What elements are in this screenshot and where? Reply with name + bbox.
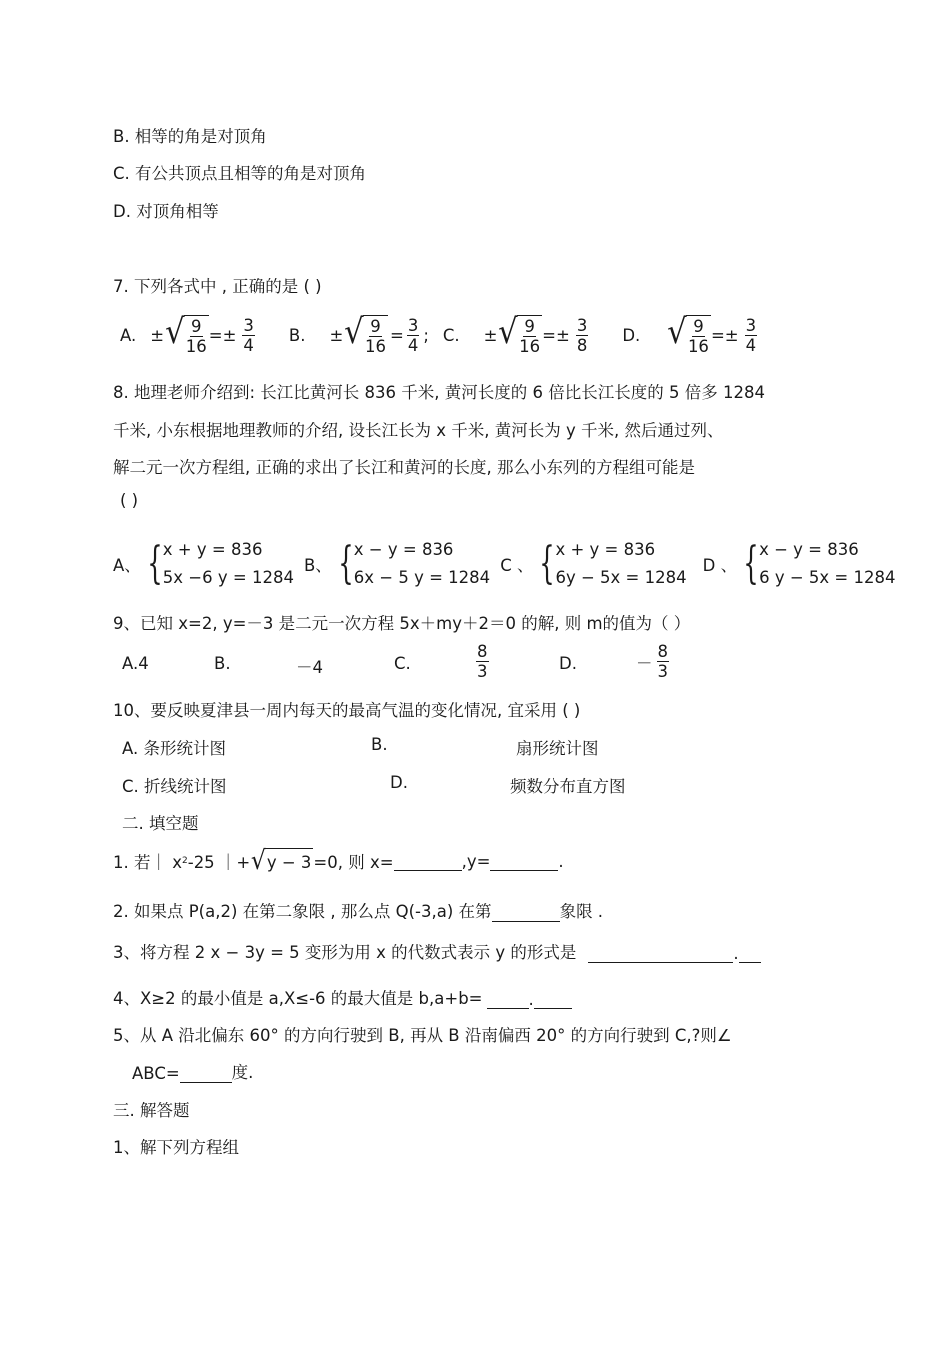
q10-option-a: A. 条形统计图: [122, 739, 226, 758]
q8-option-b: B、 { x − y = 836 6x − 5 y = 1284: [304, 536, 490, 592]
q7-stem: 7. 下列各式中 , 正确的是 ( ): [113, 277, 322, 296]
q7-option-b: B. ± √ $\frac{9}{16}$ = $\frac{3}{4}$ ;: [288, 312, 429, 357]
fill-q3: 3、将方程 2 x − 3y = 5 变形为用 x 的代数式表示 y 的形式是 .: [113, 939, 761, 963]
q8-answer-paren: ( ): [120, 491, 139, 510]
blank-sum[interactable]: [487, 989, 529, 1009]
q9-stem: 9、已知 x=2, y=－3 是二元一次方程 5x＋my＋2＝0 的解, 则 m的值为（ ）: [113, 614, 691, 633]
q9-option-d-value: － $\frac{8}{3}$: [636, 642, 668, 682]
q10-stem: 10、要反映夏津县一周内每天的最高气温的变化情况, 宜采用 ( ): [113, 701, 581, 720]
sqrt-symbol: √ $\frac{9}{16}$: [165, 312, 207, 357]
blank-tail: [534, 989, 572, 1009]
q7-options: [120, 312, 757, 357]
q8-option-a: A、 { x + y = 836 5x −6 y = 1284: [113, 536, 294, 592]
q10-option-d-text: 频数分布直方图: [510, 777, 626, 796]
sqrt-symbol: √ $\frac{9}{16}$: [498, 312, 541, 357]
section-2-heading: 二. 填空题: [122, 814, 199, 833]
q7-option-c: C. ± √ $\frac{9}{16}$ =± $\frac{3}{8}$: [442, 312, 588, 357]
equation-system: { x + y = 836 6y − 5x = 1284: [539, 538, 687, 589]
q6-option-d: D. 对顶角相等: [113, 202, 219, 221]
fill-q1: 1. 若｜ x 2 -25 ｜+ √ y − 3 =0, 则 x= ,y= .: [113, 846, 564, 876]
q8-line-2: 千米, 小东根据地理教师的介绍, 设长江长为 x 千米, 黄河长为 y 千米, 然后通过列、: [113, 421, 724, 440]
q10-option-b-label: B.: [371, 735, 388, 754]
blank-y[interactable]: [490, 851, 558, 871]
section-3-heading: 三. 解答题: [113, 1101, 190, 1120]
q9-option-d-label: D.: [559, 654, 577, 673]
q6-option-b: B. 相等的角是对顶角: [113, 127, 267, 146]
q8-option-d: D 、 { x − y = 836 6 y − 5x = 1284: [703, 536, 896, 592]
q9-option-b-value: －4: [296, 658, 323, 677]
q7-option-a: A. ± √ $\frac{9}{16}$ =± $\frac{3}{4}$: [120, 312, 254, 357]
q10-option-b-text: 扇形统计图: [516, 739, 599, 758]
equation-system: { x − y = 836 6 y − 5x = 1284: [743, 538, 896, 589]
blank-quadrant[interactable]: [492, 902, 560, 922]
q10-option-d-label: D.: [390, 773, 408, 792]
q6-option-c: C. 有公共顶点且相等的角是对顶角: [113, 164, 367, 183]
q8-line-3: 解二元一次方程组, 正确的求出了长江和黄河的长度, 那么小东列的方程组可能是: [113, 458, 695, 477]
sqrt-symbol: √ $\frac{9}{16}$: [667, 312, 709, 357]
q9-option-c-label: C.: [394, 654, 411, 673]
blank-tail: [739, 943, 761, 963]
q9-option-c-fraction: $\frac{8}{3}$: [477, 642, 488, 682]
q8-line-1: 8. 地理老师介绍到: 长江比黄河长 836 千米, 黄河长度的 6 倍比长江长度的 5 倍多 1284: [113, 383, 765, 402]
q10-option-c: C. 折线统计图: [122, 777, 227, 796]
blank-angle[interactable]: [180, 1063, 232, 1083]
q8-option-c: C 、 { x + y = 836 6y − 5x = 1284: [500, 536, 686, 592]
q9-option-a: A.4: [122, 654, 149, 673]
blank-x[interactable]: [394, 851, 462, 871]
fill-q4: 4、X≥2 的最小值是 a,X≤-6 的最大值是 b,a+b= .: [113, 985, 572, 1009]
fill-q2: 2. 如果点 P(a,2) 在第二象限 , 那么点 Q(-3,a) 在第 象限 .: [113, 902, 604, 921]
sqrt-symbol: √ $\frac{9}{16}$: [344, 312, 386, 357]
q7-option-d: D. √ $\frac{9}{16}$ =± $\frac{3}{4}$: [622, 312, 757, 357]
fill-q5-line-1: 5、从 A 沿北偏东 60° 的方向行驶到 B, 再从 B 沿南偏西 20° 的方向行驶到 C,?则∠: [113, 1026, 732, 1045]
fill-q5-line-2: ABC= 度.: [132, 1063, 254, 1083]
equation-system: { x − y = 836 6x − 5 y = 1284: [338, 538, 491, 589]
q9-option-b-label: B.: [214, 654, 231, 673]
q8-options: [113, 536, 895, 592]
sqrt-symbol: √ y − 3: [251, 846, 312, 876]
equation-system: { x + y = 836 5x −6 y = 1284: [147, 538, 294, 589]
blank-y-expression[interactable]: [588, 943, 733, 963]
solve-q1: 1、解下列方程组: [113, 1138, 239, 1157]
